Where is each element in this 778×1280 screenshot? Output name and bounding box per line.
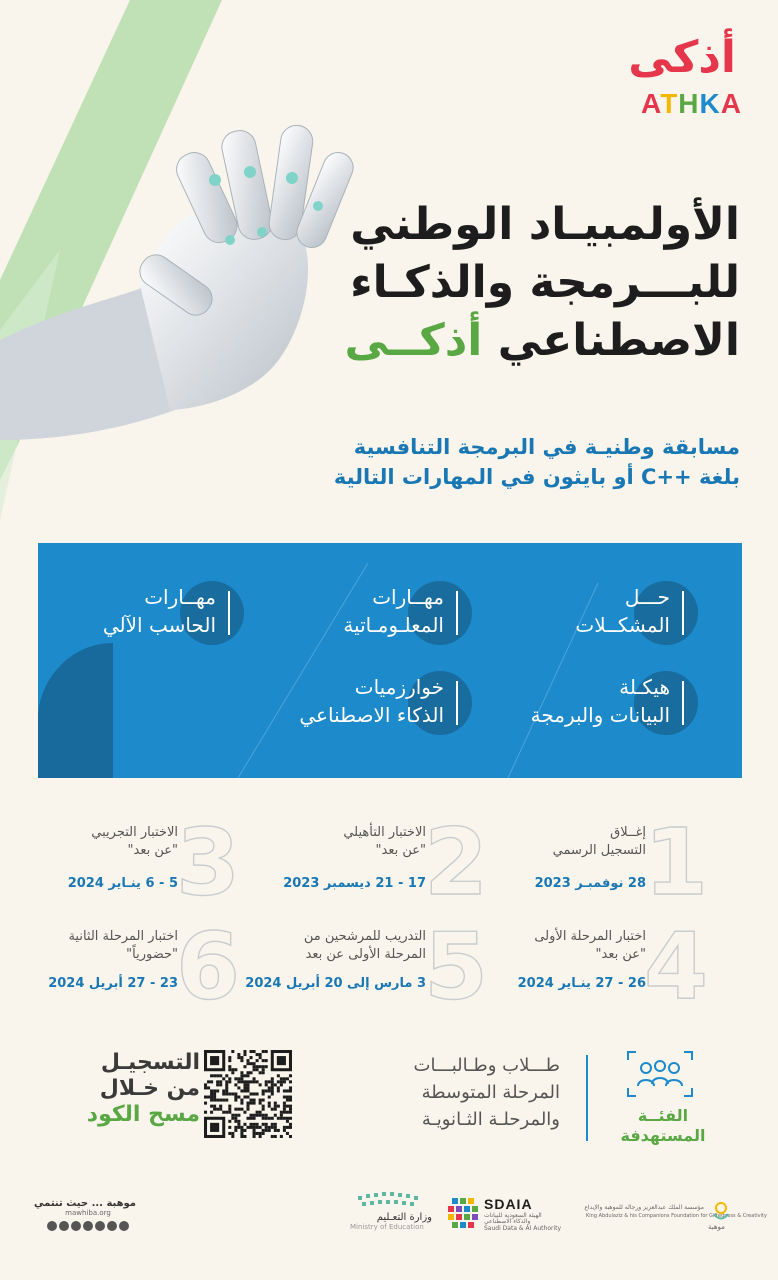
timeline-step-6 xyxy=(20,913,240,1020)
skill-ai-algorithms xyxy=(254,673,454,743)
athka-logo-english: ATHKA xyxy=(641,88,742,119)
skills-panel xyxy=(38,543,742,778)
sdaia-emblem-icon xyxy=(446,1196,480,1230)
robot-hand-illustration xyxy=(0,110,350,440)
step-number: 2 xyxy=(423,809,488,916)
snapchat-icon[interactable] xyxy=(59,1221,69,1231)
mawhiba-foundation-ar: مؤسسة الملك عبدالعزيز ورجاله للموهبة والإبداع xyxy=(584,1204,704,1211)
subtitle-line-1: مسابقة وطنيـة في البرمجة التنافسية xyxy=(353,435,740,459)
timeline-step-4 xyxy=(488,913,708,1020)
timeline-step-3 xyxy=(20,809,240,916)
qr-code-icon[interactable] xyxy=(204,1050,292,1138)
subtitle-line-2: بلغة ++C أو بايثون في المهارات التالية xyxy=(333,465,740,489)
skill-text: مهــارات الحاسب الآلي xyxy=(102,585,216,637)
step-label: الاختبار التأهيلي "عن بعد" xyxy=(343,825,426,858)
step-label: التدريب للمرشحين من المرحلة الأولى عن بعد xyxy=(303,929,426,962)
page-title xyxy=(300,196,740,370)
skill-text: مهــارات المعلـومـاتية xyxy=(343,585,444,637)
timeline-step-5 xyxy=(245,913,488,1020)
step-label: اختبار المرحلة الأولى "عن بعد" xyxy=(534,929,646,962)
social-icons-row xyxy=(40,1221,136,1231)
step-label: إغــلاق التسجيل الرسمي xyxy=(552,825,646,858)
skill-bar xyxy=(228,591,230,635)
skill-text: هيكـلة البيانات والبرمجة xyxy=(530,675,670,727)
step-date: 26 - 27 ينـاير 2024 xyxy=(517,976,646,991)
target-line-3: والمرحلـة الثـانويـة xyxy=(421,1109,560,1130)
skill-bar xyxy=(682,681,684,725)
mawhiba-foundation-en: King Abdulaziz & his Companions Foundation for Giftedness & Creativity xyxy=(586,1213,767,1219)
skill-data-structures xyxy=(480,673,680,743)
timeline-step-1 xyxy=(488,809,708,916)
step-date: 5 - 6 ينـاير 2024 xyxy=(67,876,178,891)
skill-text: حـــل المشكــلات xyxy=(575,585,670,637)
target-audience-text xyxy=(360,1052,560,1133)
step-label: الاختبار التجريبي "عن بعد" xyxy=(91,825,178,858)
skill-bar xyxy=(456,681,458,725)
step-number: 3 xyxy=(175,809,240,916)
title-line-2: للبـــرمجة والذكـاء xyxy=(350,257,740,308)
moe-name-ar: وزارة التعـليم xyxy=(376,1212,432,1223)
mawhiba-slogan: موهبة ... حيث تنتمي xyxy=(34,1198,136,1209)
step-date: 28 نوفمبـر 2023 xyxy=(534,876,646,891)
tiktok-icon[interactable] xyxy=(119,1221,129,1231)
skill-bar xyxy=(456,591,458,635)
sdaia-logo xyxy=(446,1196,562,1232)
moe-emblem-icon xyxy=(354,1190,424,1212)
sdaia-ar-line-2: والذكاء الاصطناعي xyxy=(484,1218,531,1225)
mawhiba-logo-text: موهبة xyxy=(708,1223,725,1231)
mawhiba-url[interactable]: mawhiba.org xyxy=(65,1209,111,1217)
sdaia-ar-line-1: الهيئة السعودية للبيانات xyxy=(484,1212,542,1219)
skill-bar xyxy=(682,591,684,635)
step-date: 3 مارس إلى 20 أبريل 2024 xyxy=(245,976,426,991)
title-line-3-plain: الاصطناعي xyxy=(497,315,740,366)
target-label: الفئــة المستهدفة xyxy=(620,1106,706,1145)
target-divider xyxy=(586,1055,588,1141)
facebook-icon[interactable] xyxy=(95,1221,105,1231)
linkedin-icon[interactable] xyxy=(47,1221,57,1231)
moe-logo xyxy=(340,1190,432,1231)
step-number: 6 xyxy=(175,913,240,1020)
step-date: 17 - 21 ديسمبر 2023 xyxy=(283,876,426,891)
youtube-icon[interactable] xyxy=(71,1221,81,1231)
instagram-icon[interactable] xyxy=(83,1221,93,1231)
timeline-step-2 xyxy=(268,809,488,916)
target-line-2: المرحلة المتوسطة xyxy=(421,1082,560,1103)
athka-logo-arabic: أذكى xyxy=(628,32,736,83)
x-twitter-icon[interactable] xyxy=(107,1221,117,1231)
skill-informatics xyxy=(254,583,454,653)
step-number: 1 xyxy=(643,809,708,916)
mawhiba-emblem-icon xyxy=(710,1200,732,1222)
step-number: 5 xyxy=(423,913,488,1020)
step-number: 4 xyxy=(643,913,708,1020)
sdaia-name-en: Saudi Data & AI Authority xyxy=(484,1225,562,1232)
mawhiba-social-block xyxy=(34,1198,136,1231)
skill-text: خوارزميات الذكاء الاصطناعي xyxy=(299,675,444,727)
sdaia-name: SDAIA xyxy=(484,1196,533,1212)
mawhiba-foundation-logo xyxy=(584,1200,767,1232)
title-line-3 xyxy=(300,312,740,370)
people-group-icon xyxy=(626,1050,694,1098)
step-date: 23 - 27 أبريل 2024 xyxy=(48,976,178,991)
step-label: اختبار المرحلة الثانية "حضورياً" xyxy=(68,929,178,962)
registration-line-1: التسجيـل xyxy=(100,1050,200,1075)
subtitle xyxy=(220,432,740,492)
target-line-1: طـــلاب وطـالبـــات xyxy=(413,1055,560,1076)
title-line-1: الأولمبيـاد الوطني xyxy=(350,199,740,250)
registration-line-2: من خـلال xyxy=(99,1076,200,1101)
title-line-3-highlight: أذكــى xyxy=(344,315,483,366)
registration-text xyxy=(68,1050,200,1128)
skill-computer xyxy=(26,583,226,653)
moe-name-en: Ministry of Education xyxy=(350,1223,424,1231)
skill-problem-solving xyxy=(480,583,680,653)
registration-line-3: مسح الكود xyxy=(86,1102,200,1127)
